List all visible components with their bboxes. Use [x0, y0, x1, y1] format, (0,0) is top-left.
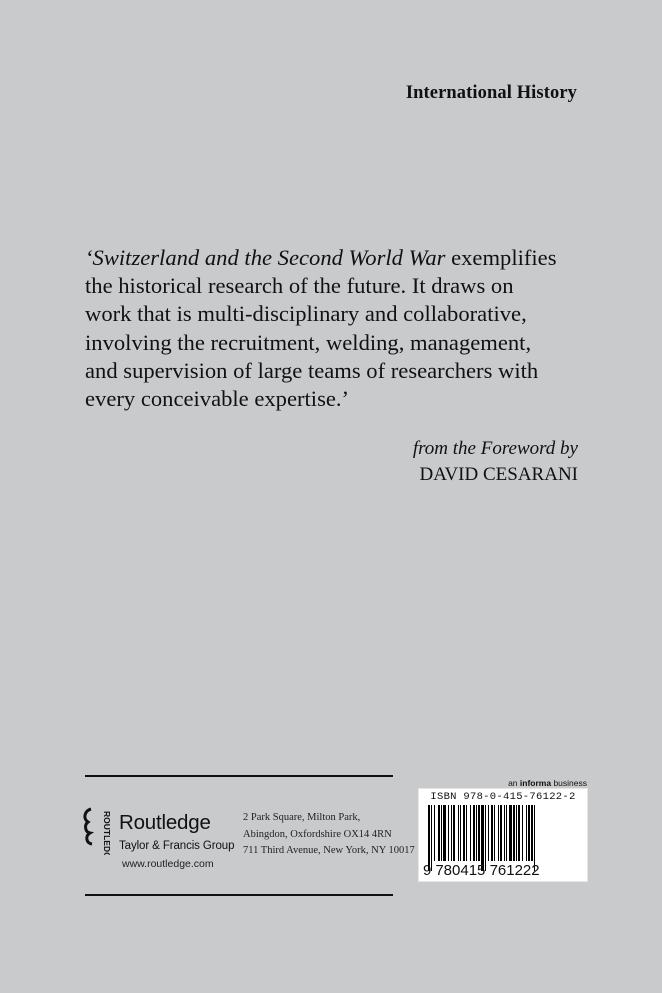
barcode-bar — [458, 805, 459, 861]
barcode-bar — [434, 805, 435, 861]
barcode-bar — [516, 805, 517, 861]
barcode-bar — [526, 805, 527, 861]
publisher-name: Routledge — [119, 811, 211, 834]
barcode-bar — [504, 805, 505, 861]
barcode-bar — [531, 805, 533, 861]
publisher-website: www.routledge.com — [122, 858, 214, 870]
barcode-bar — [509, 805, 512, 861]
barcode-bar — [441, 805, 442, 861]
series-title: International History — [405, 83, 577, 103]
barcode-bar — [513, 805, 515, 861]
endorsement-quote — [85, 244, 585, 413]
divider-bottom — [85, 894, 393, 896]
barcode-bar — [500, 805, 502, 861]
barcode-bar — [466, 805, 467, 861]
barcode-bar — [463, 805, 465, 861]
quote-line: every conceivable expertise.’ — [85, 386, 350, 412]
publisher-address — [243, 810, 415, 860]
quote-attribution — [413, 436, 578, 488]
publisher-group: Taylor & Francis Group — [119, 840, 235, 852]
barcode-bar — [438, 805, 440, 861]
barcode-bar — [448, 805, 449, 861]
routledge-logo-icon — [82, 807, 116, 860]
isbn-label: ISBN 978-0-415-76122-2 — [430, 791, 576, 803]
barcode-number: 9 780415 761222 — [423, 862, 540, 879]
barcode-bar — [488, 805, 489, 861]
divider-top — [85, 775, 393, 777]
barcode-bar — [506, 805, 507, 861]
barcode-bar — [473, 805, 475, 861]
barcode-bar — [478, 805, 480, 861]
barcode-bar — [476, 805, 477, 861]
barcode-bar — [522, 805, 523, 861]
quote-line: involving the recruitment, welding, management, — [85, 329, 532, 355]
svg-text:ROUTLEDGE: ROUTLEDGE — [102, 811, 112, 855]
attribution-author: DAVID CESARANI — [419, 464, 578, 485]
barcode-bar — [453, 805, 455, 861]
barcode-bar — [491, 805, 493, 861]
quote-book-title: ‘Switzerland and the Second World War — [85, 245, 446, 270]
barcode-bar — [443, 805, 446, 861]
barcode-bar — [494, 805, 495, 861]
isbn-barcode — [418, 788, 588, 882]
quote-line: and supervision of large teams of researchers with — [85, 357, 539, 383]
address-line: Abingdon, Oxfordshire OX14 4RN — [243, 828, 392, 840]
quote-line: work that is multi-disciplinary and collaborative, — [85, 301, 527, 327]
barcode-bar — [451, 805, 452, 861]
barcode-bar — [498, 805, 499, 861]
quote-line: ‘Switzerland and the Second World War exemplifies — [85, 245, 557, 270]
address-line: 711 Third Avenue, New York, NY 10017 — [243, 845, 415, 856]
quote-line: the historical research of the future. It draws on — [85, 273, 514, 299]
informa-brand: informa — [519, 778, 552, 788]
informa-tagline: an informa business — [508, 778, 587, 788]
barcode-bar — [460, 805, 461, 861]
barcode-bar — [528, 805, 530, 861]
address-line: 2 Park Square, Milton Park, — [243, 812, 361, 823]
barcode-bar — [518, 805, 520, 861]
attribution-source: from the Foreword by — [412, 438, 578, 459]
publisher-brand — [119, 811, 234, 853]
barcode-bar — [470, 805, 471, 861]
